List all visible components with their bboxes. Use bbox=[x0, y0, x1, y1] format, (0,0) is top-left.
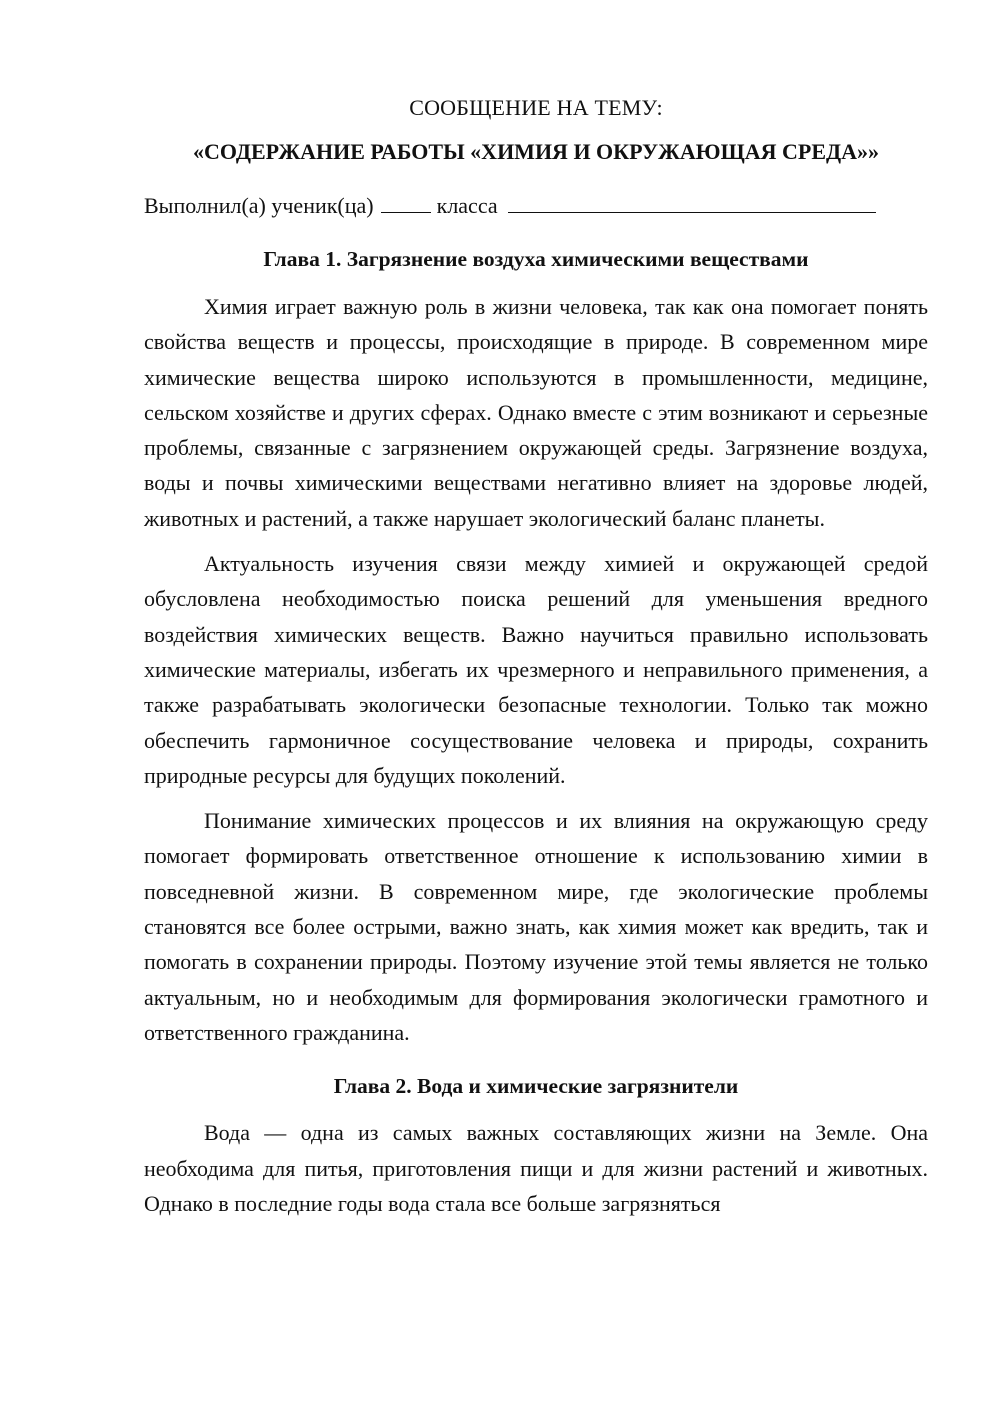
class-number-blank bbox=[381, 190, 431, 213]
chapter-1-paragraph-2: Актуальность изучения связи между химией и окружающей средой обусловлена необходимостью поиска решений для уменьшения вредного воздействия химических веществ. Важно научиться правильно использовать химические материалы, избегать их чрезмерного и неправильного применения, а также разрабатывать экологически безопасные технологии. Только так можно обеспечить гармоничное сосуществование человека и природы, сохранить природные ресурсы для будущих поколений. bbox=[144, 551, 928, 788]
chapter-2-paragraph-1: Вода — одна из самых важных составляющих жизни на Земле. Она необходима для питья, приготовления пищи и для жизни растений и животных. Однако в последние годы вода стала все больше загрязняться bbox=[144, 1120, 928, 1216]
chapter-1-heading: Глава 1. Загрязнение воздуха химическими веществами bbox=[263, 247, 809, 271]
document-title-line-1: СООБЩЕНИЕ НА ТЕМУ: bbox=[409, 95, 663, 120]
chapter-1-paragraph-1: Химия играет важную роль в жизни человека, так как она помогает понять свойства веществ и процессы, происходящие в природе. В современном мире химические вещества широко используются в промышленности, медицине, сельском хозяйстве и других сферах. Однако вместе с этим возникают и серьезные проблемы, связанные с загрязнением окружающей среды. Загрязнение воздуха, воды и почвы химическими веществами негативно влияет на здоровье людей, животных и растений, а также нарушает экологический баланс планеты. bbox=[144, 294, 928, 531]
chapter-2-heading: Глава 2. Вода и химические загрязнители bbox=[333, 1074, 739, 1099]
author-line bbox=[144, 190, 928, 222]
chapter-1-paragraph-3: Понимание химических процессов и их влияния на окружающую среду помогает формировать ответственное отношение к использованию химии в повседневной жизни. В современном мире, где экологические проблемы становятся все более острыми, важно знать, как химия может как вредить, так и помогать в сохранении природы. Поэтому изучение этой темы является не только актуальным, но и необходимым для формирования экологически грамотного и ответственного гражданина. bbox=[144, 808, 928, 1045]
author-class-label: класса bbox=[436, 193, 498, 218]
document-body bbox=[144, 88, 928, 1221]
student-name-blank bbox=[508, 190, 876, 213]
document-title-line-2: «СОДЕРЖАНИЕ РАБОТЫ «ХИМИЯ И ОКРУЖАЮЩАЯ СРЕДА»» bbox=[192, 139, 880, 164]
author-prefix: Выполнил(а) ученик(ца) bbox=[144, 193, 374, 218]
